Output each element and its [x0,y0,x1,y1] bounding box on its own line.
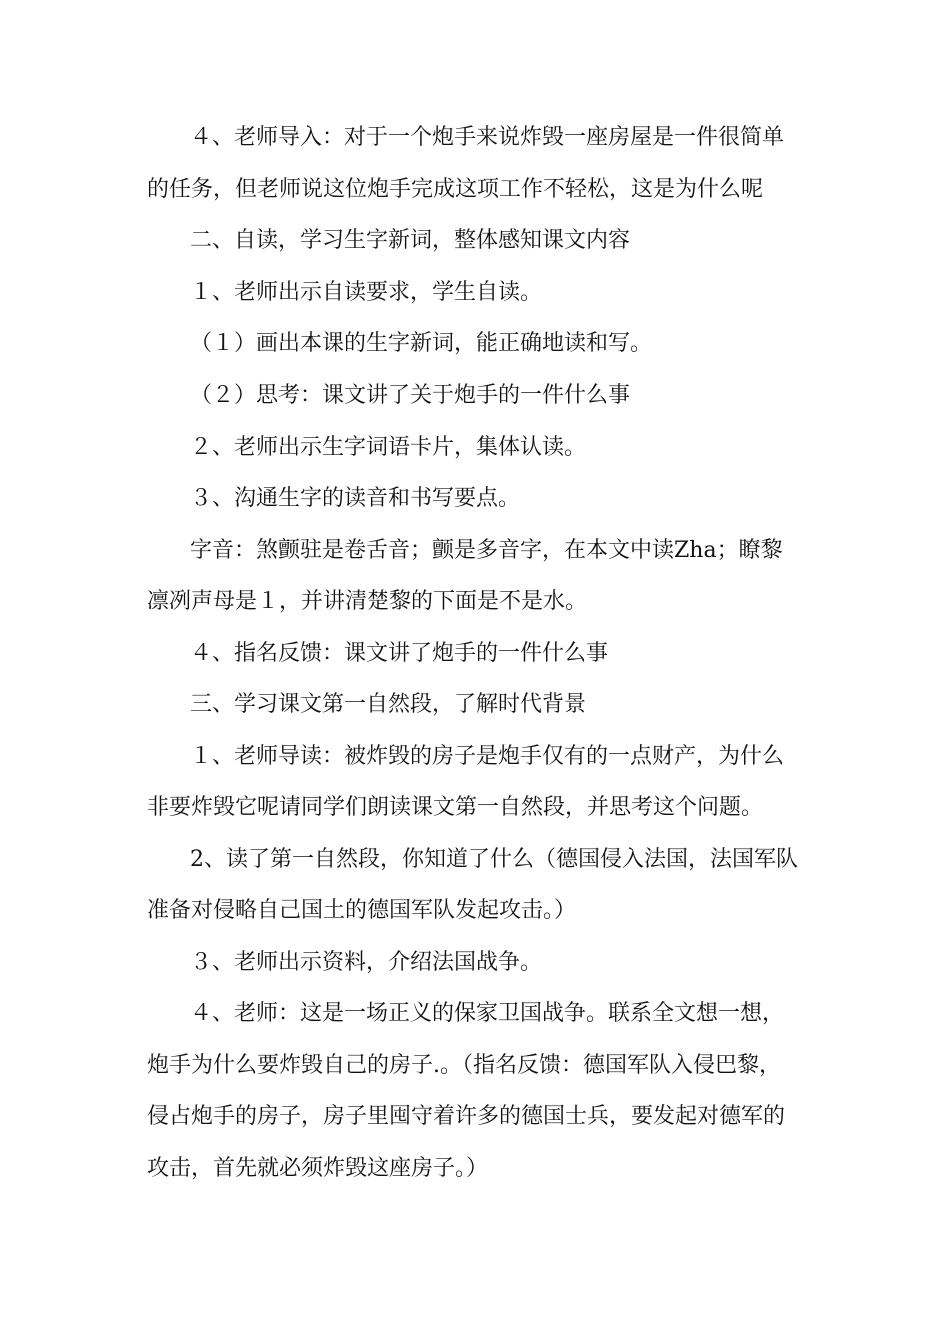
text-line: １、老师导读：被炸毁的房子是炮手仅有的一点财产，为什么 [190,744,785,769]
section-heading: 二、自读，学习生字新词，整体感知课文内容 [190,228,631,253]
text-line: 凛冽声母是１，并讲清楚黎的下面是不是水。 [147,589,588,614]
text-line: 准备对侵略自己国土的德国军队发起攻击。） [147,898,577,923]
text-line: 炮手为什么要炸毁自己的房子.。（指名反馈：德国军队入侵巴黎， [147,1053,781,1078]
text-line: 攻击，首先就必须炸毁这座房子。） [147,1156,489,1181]
text-line: ４、老师导入：对于一个炮手来说炸毁一座房屋是一件很简单 [190,125,785,150]
text-line: 的任务，但老师说这位炮手完成这项工作不轻松，这是为什么呢 [147,177,764,202]
text-line: ４、老师：这是一场正义的保家卫国战争。联系全文想一想， [190,1001,785,1026]
text-line: ２、老师出示生字词语卡片，集体认读。 [190,435,587,460]
text-line: 侵占炮手的房子，房子里囤守着许多的德国士兵，要发起对德军的 [147,1104,786,1129]
text-line: ３、沟通生字的读音和书写要点。 [190,486,521,511]
text-line: （１）画出本课的生字新词，能正确地读和写。 [190,331,653,356]
text-line: ３、老师出示资料，介绍法国战争。 [190,950,543,975]
text-line: （２）思考：课文讲了关于炮手的一件什么事 [190,383,631,408]
text-line: 字音：煞颤驻是卷舌音；颤是多音字，在本文中读Zha；瞭黎 [190,538,783,563]
section-heading: 三、学习课文第一自然段，了解时代背景 [190,692,587,717]
text-line: 2、读了第一自然段，你知道了什么（德国侵入法国，法国军队 [190,847,798,872]
text-line: ４、指名反馈：课文讲了炮手的一件什么事 [190,641,609,666]
text-line: 非要炸毁它呢请同学们朗读课文第一自然段，并思考这个问题。 [147,795,764,820]
text-line: １、老师出示自读要求，学生自读。 [190,280,543,305]
